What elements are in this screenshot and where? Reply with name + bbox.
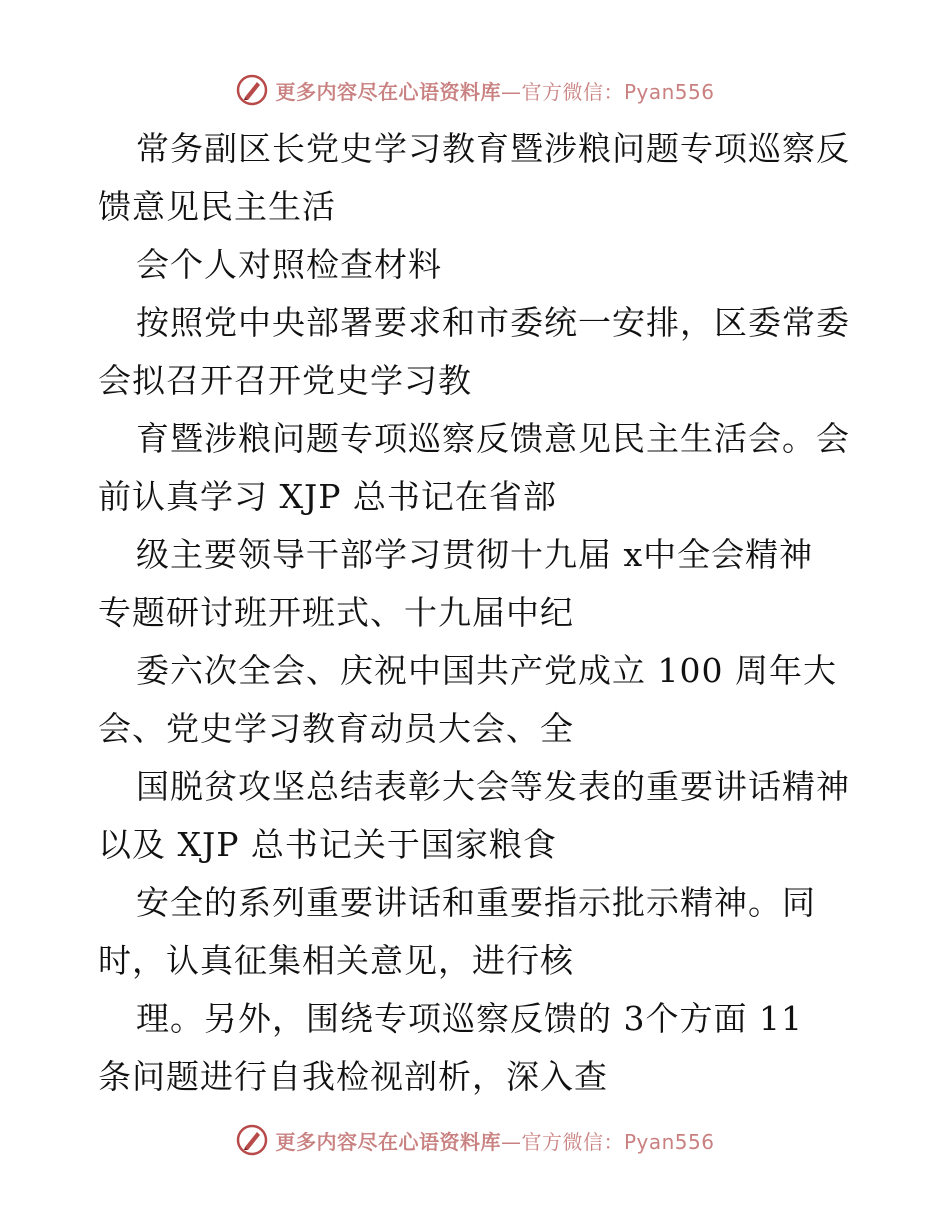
watermark-text: 更多内容尽在心语资料库—官方微信：Pyan556	[275, 79, 715, 104]
header-watermark	[0, 70, 950, 110]
paragraph-line: 级主要领导干部学习贯彻十九届 x中全会精神	[136, 535, 814, 574]
paragraph-line: 按照党中央部署要求和市委统一安排，区委常委	[136, 303, 850, 342]
paragraph-line: 时，认真征集相关意见，进行核	[98, 941, 574, 980]
paragraph-line: 安全的系列重要讲话和重要指示批示精神。同	[136, 883, 816, 922]
document-body	[98, 120, 878, 1106]
paragraph-line: 理。另外，围绕专项巡察反馈的 3个方面 11	[136, 999, 803, 1038]
paragraph-line: 国脱贫攻坚总结表彰大会等发表的重要讲话精神	[136, 767, 850, 806]
pen-logo-icon	[235, 1123, 269, 1157]
paragraph-line: 会个人对照检查材料	[136, 245, 442, 284]
paragraph-line: 育暨涉粮问题专项巡察反馈意见民主生活会。会	[136, 419, 850, 458]
paragraph-line: 常务副区长党史学习教育暨涉粮问题专项巡察反	[136, 129, 850, 168]
paragraph-line: 馈意见民主生活	[98, 187, 336, 226]
paragraph-line: 会、党史学习教育动员大会、全	[98, 709, 574, 748]
pen-logo-icon	[235, 73, 269, 107]
footer-watermark	[0, 1120, 950, 1160]
paragraph-line: 条问题进行自我检视剖析，深入查	[98, 1057, 608, 1096]
paragraph-line: 会拟召开召开党史学习教	[98, 361, 472, 400]
paragraph-line: 前认真学习 XJP 总书记在省部	[98, 477, 557, 516]
watermark-text: 更多内容尽在心语资料库—官方微信：Pyan556	[275, 1129, 715, 1154]
paragraph-line: 专题研讨班开班式、十九届中纪	[98, 593, 574, 632]
paragraph-line: 以及 XJP 总书记关于国家粮食	[98, 825, 557, 864]
paragraph-line: 委六次全会、庆祝中国共产党成立 100 周年大	[136, 651, 837, 690]
